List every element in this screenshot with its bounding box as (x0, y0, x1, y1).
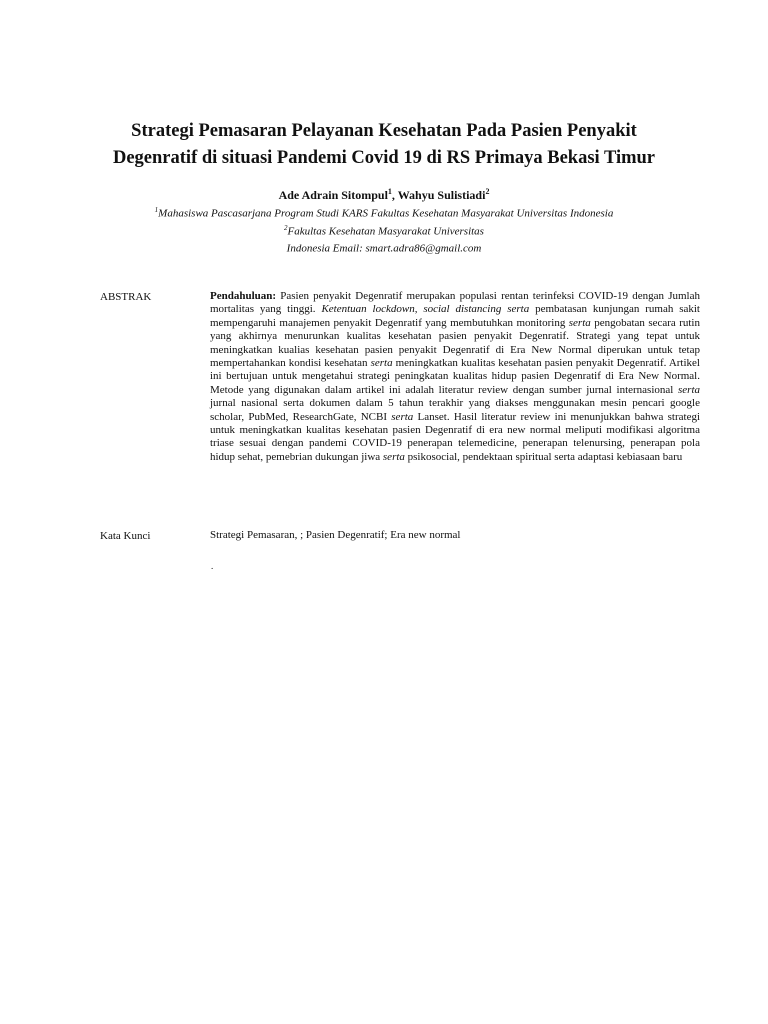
affiliation-block (60, 203, 708, 256)
affiliation-superscript: 2 (284, 223, 288, 232)
abstract-segment: Pasien penyakit Degenratif merupakan populasi rentan terinfeksi COVID-19 dengan Jumlah mortalitas yang tinggi. (210, 290, 700, 316)
author-name: Wahyu Sulistiadi (397, 188, 486, 202)
abstract-segment: pengobatan secara rutin yang akhirnya menurunkan kualitas kesehatan pasien penyakit Degenratif. Strategi yang tepat untuk meningkatkan kualias kesehatan pasien penyakit Degenratif di Era New Normal diperukan untuk tetap mempertahankan kondisi kesehatan (210, 316, 700, 370)
affiliation-line (60, 203, 708, 221)
affiliation-line (60, 238, 708, 256)
abstract-segment: psikosocial, pendektaan spiritual serta adaptasi kebiasaan baru (404, 450, 683, 463)
abstract-body (210, 290, 700, 464)
abstract-segment: serta (391, 410, 414, 423)
keywords-label: Kata Kunci (100, 530, 151, 542)
author-superscript: 2 (485, 187, 490, 196)
footer-mark: . (211, 561, 214, 571)
paper-title-line-2: Degenratif di situasi Pandemi Covid 19 di RS Primaya Bekasi Timur (112, 148, 656, 168)
abstract-segment: meningkatkan kualitas kesehatan pasien penyakit Degenratif. Artikel ini bertujuan untuk mengetahui strategi peningkatan kualitas hidup pasien Degenratif di Era New Normal. Metode yang digunakan dalam artikel ini adalah literatur review dengan sumber jurnal internasional (210, 357, 700, 396)
abstract-segment: serta (370, 357, 393, 370)
affiliation-superscript: 1 (154, 206, 159, 214)
paper-title (60, 118, 708, 172)
keywords-text: Strategi Pemasaran, ; Pasien Degenratif; Era new normal (210, 529, 461, 541)
paper-title-line-1: Strategi Pemasaran Pelayanan Kesehatan Pada Pasien Penyakit (131, 121, 637, 141)
abstract-lead: Pendahuluan: (210, 290, 277, 302)
abstract-segment: Lanset. Hasil literatur review ini menunjukkan bahwa strategi untuk meningkatkan kualitas kesehatan pasien Degenratif di era new normal meliputi modifikasi algoritma triase sesuai dengan pandemi COVID-19 penerapan telemedicine, penerapan telenursing, penerapan pola hidup sehat, pemebrian dukungan jiwa (210, 410, 701, 463)
abstract-label: ABSTRAK (100, 291, 152, 303)
abstract-segment: pembatasan kunjungan rumah sakit mempengaruhi manajemen penyakit Degenratif yang membutuhkan monitoring (210, 303, 700, 329)
author-superscript: 1 (387, 187, 392, 196)
affiliation-text: Fakultas Kesehatan Masyarakat Universitas (287, 225, 484, 238)
author-name: Ade Adrain Sitompul (278, 188, 388, 202)
abstract-segment: Ketentuan lockdown, social distancing serta (321, 303, 530, 316)
affiliation-line (60, 221, 708, 239)
affiliation-text: Mahasiswa Pascasarjana Program Studi KARS Fakultas Kesehatan Masyarakat Universitas Indonesia (158, 207, 614, 220)
author-list (60, 184, 708, 203)
abstract-segment: jurnal nasional serta dokumen dalam 5 tahun terakhir yang diakses menggunakan mesin pencari google scholar, PubMed, ResearchGate, NCBI (210, 397, 700, 423)
author-separator: , (391, 188, 398, 202)
affiliation-text: Indonesia Email: smart.adra86@gmail.com (286, 242, 482, 255)
abstract-segment: serta (568, 316, 591, 329)
abstract-segment: serta (678, 383, 700, 396)
abstract-segment: serta (382, 450, 405, 463)
